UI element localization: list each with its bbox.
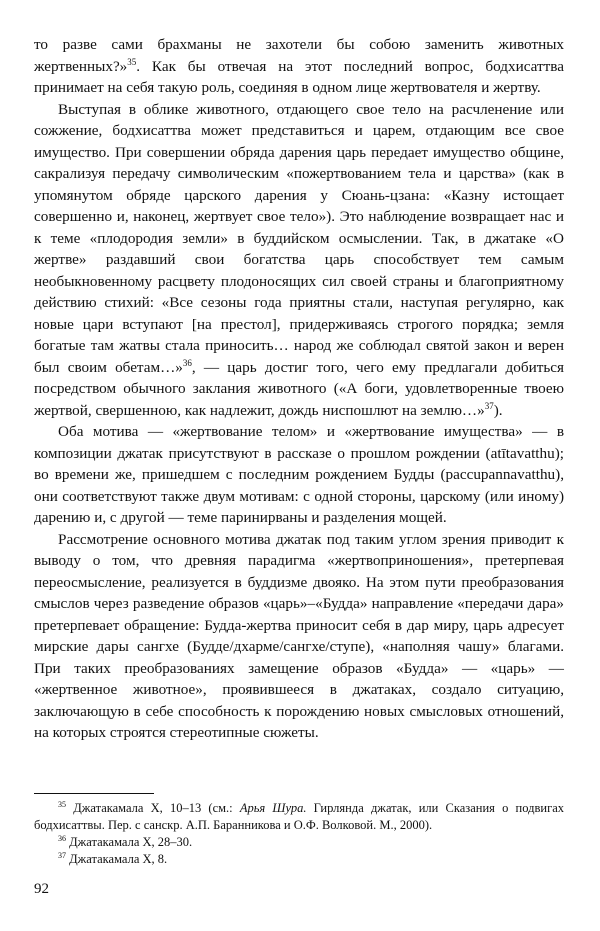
paragraph xyxy=(34,421,564,529)
text-run: . Как бы отвечая на этот последний вопрос, бодхисаттва принимает на себя такую роль, соединяя в одном лице жертвователя и жертву. xyxy=(34,57,564,96)
text-run: Рассмотрение основного мотива джатак под таким углом зрения приводит к выводу о том, что древняя парадигма «жертвоприношения», претерпевая переосмысление, реализуется в буддизме двояко. На этом пути преобразования смыслов через разведение образов «царь»–«Будда» направление «передачи дара» претерпевает обращение: Будда-жертва приносит себя в дар миру, царь адресует мирские дары сангхе (Будде/дхарме/сангхе/ступе), «наполняя чашу» благами. При таких преобразованиях замещение образов «Будда» — «царь» — «жертвенное животное», проявившееся в джатаках, создало ситуацию, заключающую в себе способность к порождению новых смысловых отношений, на которых строятся стереотипные сюжеты. xyxy=(34,530,564,741)
text-run: Джатакамала X, 8. xyxy=(66,852,168,866)
footnote-ref: 35 xyxy=(58,799,66,809)
paragraph xyxy=(34,529,564,744)
footnote-ref: 36 xyxy=(182,357,192,368)
footnote xyxy=(34,834,564,851)
page-number: 92 xyxy=(34,881,49,897)
paragraph xyxy=(34,34,564,99)
text-run: Выступая в облике животного, отдающего свое тело на расчленение или сожжение, бодхисаттва может представиться и царем, отдающим все свое имущество. При совершении обряда дарения царь передает имущество общине, сакрализуя передачу символическим «пожертвованием тела и царства» (как в упомянутом обряде царского дарения у Сюань-цзана: «Казну истощает совершенно и, наконец, жертвует свое тело»). Это наблюдение возвращает нас и к теме «плодородия земли» в буддийском осмыслении. Так, в джатаке «О жертве» раздавший свои богатства царь способствует тем самым необыкновенному расцвету плодоносящих сил своей страны и благоприятному действию стихий: «Все сезоны года приятны стали, наступая регулярно, как новые цари вступают [на престол], придерживаясь строгого порядка; земля богатые там жатвы стала приносить… народ же соблюдал святой закон и верен был своим обетам…» xyxy=(34,100,564,376)
text-run: ). xyxy=(493,401,503,419)
paragraph xyxy=(34,99,564,422)
text-run: Арья Шура. xyxy=(239,801,307,815)
footnote-ref: 37 xyxy=(58,850,66,860)
main-text xyxy=(34,34,564,744)
footnote-ref: 37 xyxy=(484,400,494,411)
footnotes xyxy=(34,800,564,868)
text-run: Джатакамала X, 10–13 (см.: xyxy=(66,801,240,815)
text-run: Джатакамала X, 28–30. xyxy=(66,835,193,849)
text-run: Оба мотива — «жертвование телом» и «жертвование имущества» — в композиции джатак присутствуют в рассказе о прошлом рождении (atītavatthu); во времени же, пришедшем с последним рождением Будды (paccupannavatthu), они соответствуют также двум мотивам: с одной стороны, царскому (или иному) дарению и, с другой — теме паринирваны и разделения мощей. xyxy=(34,423,564,526)
footnote-ref: 36 xyxy=(58,833,66,843)
text-run: то разве сами брахманы не захотели бы собою заменить животных жертвенных?» xyxy=(34,36,564,75)
footnote-separator xyxy=(34,793,154,794)
footnote-ref: 35 xyxy=(127,56,137,67)
footnote xyxy=(34,800,564,834)
text-run: , — царь достиг того, чего ему предлагали добиться посредством обычного заклания животного («А боги, удовлетворенные твоею жертвой, свершенною, как надлежит, дождь ниспошлют на землю…» xyxy=(34,358,564,419)
text-run: Гирлянда джатак, или Сказания о подвигах бодхисаттвы. Пер. с санскр. А.П. Баранникова и О.Ф. Волковой. М., 2000). xyxy=(34,801,564,832)
footnote xyxy=(34,851,564,868)
